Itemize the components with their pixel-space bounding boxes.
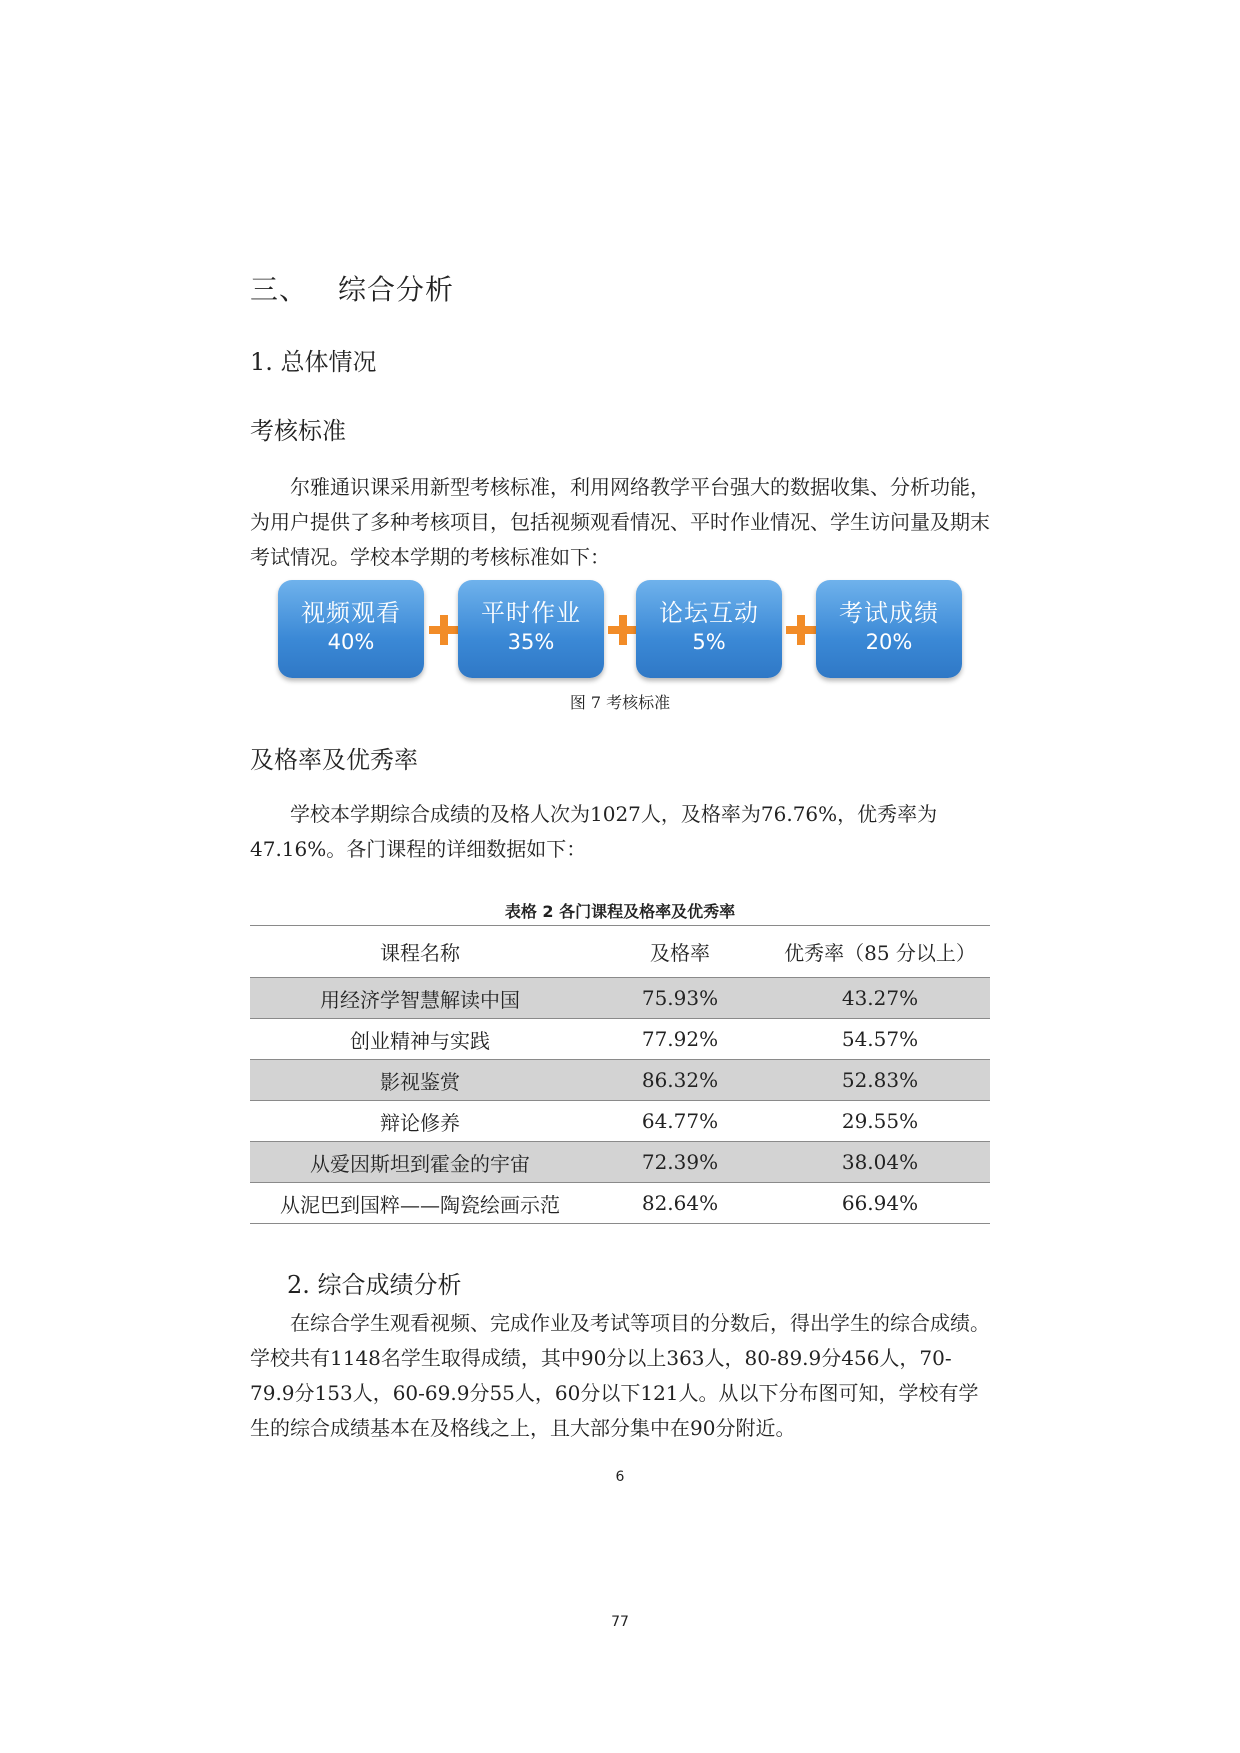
section-number: 三、 xyxy=(250,273,309,306)
header-excellent-rate: 优秀率（85 分以上） xyxy=(770,926,990,978)
pass-rate: 72.39% xyxy=(590,1142,770,1183)
table-header-row xyxy=(250,926,990,978)
course-pass-rate-table xyxy=(250,925,990,1224)
excellent-rate: 54.57% xyxy=(770,1019,990,1060)
standard-percent: 40% xyxy=(327,630,375,654)
standard-box-video xyxy=(278,580,424,678)
assessment-standard-diagram xyxy=(278,580,962,680)
standard-box-homework xyxy=(458,580,604,678)
plus-icon xyxy=(429,615,459,645)
pass-rate: 77.92% xyxy=(590,1019,770,1060)
pass-rate: 82.64% xyxy=(590,1183,770,1224)
excellent-rate: 29.55% xyxy=(770,1101,990,1142)
inner-page-number: 6 xyxy=(615,1469,625,1485)
pass-rate-paragraph xyxy=(250,797,990,867)
excellent-rate: 52.83% xyxy=(770,1060,990,1101)
pass-rate: 86.32% xyxy=(590,1060,770,1101)
pass-rate: 64.77% xyxy=(590,1101,770,1142)
course-name: 影视鉴赏 xyxy=(250,1060,590,1101)
course-name: 从爱因斯坦到霍金的宇宙 xyxy=(250,1142,590,1183)
plus-icon xyxy=(608,615,638,645)
assessment-paragraph xyxy=(250,470,990,575)
pass-rate-heading: 及格率及优秀率 xyxy=(250,746,418,774)
subsection-title-analysis: 2. 综合成绩分析 xyxy=(287,1271,462,1299)
standard-name: 考试成绩 xyxy=(839,599,939,627)
pass-rate-paragraph-text: 学校本学期综合成绩的及格人次为1027人，及格率为76.76%，优秀率为47.16%。各门课程的详细数据如下： xyxy=(250,802,938,861)
standard-name: 论坛互动 xyxy=(659,599,759,627)
course-name: 从泥巴到国粹——陶瓷绘画示范 xyxy=(250,1183,590,1224)
section-title xyxy=(250,268,454,308)
excellent-rate: 66.94% xyxy=(770,1183,990,1224)
pass-rate: 75.93% xyxy=(590,978,770,1019)
standard-box-forum xyxy=(636,580,782,678)
excellent-rate: 43.27% xyxy=(770,978,990,1019)
standard-box-exam xyxy=(816,580,962,678)
section-title-text: 综合分析 xyxy=(338,273,455,306)
outer-page-number: 77 xyxy=(611,1614,629,1630)
table-row xyxy=(250,1060,990,1101)
table-caption: 表格 2 各门课程及格率及优秀率 xyxy=(504,902,736,921)
assessment-paragraph-text: 尔雅通识课采用新型考核标准，利用网络教学平台强大的数据收集、分析功能，为用户提供了多种考核项目，包括视频观看情况、平时作业情况、学生访问量及期末考试情况。学校本学期的考核标准如下： xyxy=(250,475,990,569)
standard-name: 视频观看 xyxy=(301,599,401,627)
standard-percent: 35% xyxy=(507,630,555,654)
table-row xyxy=(250,1019,990,1060)
course-name: 创业精神与实践 xyxy=(250,1019,590,1060)
plus-icon xyxy=(786,615,816,645)
course-name: 辩论修养 xyxy=(250,1101,590,1142)
table-row xyxy=(250,978,990,1019)
standard-name: 平时作业 xyxy=(481,599,581,627)
header-course-name: 课程名称 xyxy=(250,926,590,978)
table-row xyxy=(250,1183,990,1224)
header-pass-rate: 及格率 xyxy=(590,926,770,978)
analysis-paragraph-text: 在综合学生观看视频、完成作业及考试等项目的分数后，得出学生的综合成绩。学校共有1148名学生取得成绩，其中90分以上363人，80-89.9分456人，70-79.9分153人，60-69.9分55人，60分以下121人。从以下分布图可知，学校有学生的综合成绩基本在及格线之上，且大部分集中在90分附近。 xyxy=(250,1311,990,1440)
assessment-heading: 考核标准 xyxy=(250,417,346,445)
standard-percent: 20% xyxy=(865,630,913,654)
figure-caption: 图 7 考核标准 xyxy=(569,693,671,712)
analysis-paragraph xyxy=(250,1306,990,1446)
course-name: 用经济学智慧解读中国 xyxy=(250,978,590,1019)
standard-percent: 5% xyxy=(692,630,726,654)
table-row xyxy=(250,1101,990,1142)
subsection-title-overall: 1. 总体情况 xyxy=(250,348,377,376)
table-row xyxy=(250,1142,990,1183)
excellent-rate: 38.04% xyxy=(770,1142,990,1183)
